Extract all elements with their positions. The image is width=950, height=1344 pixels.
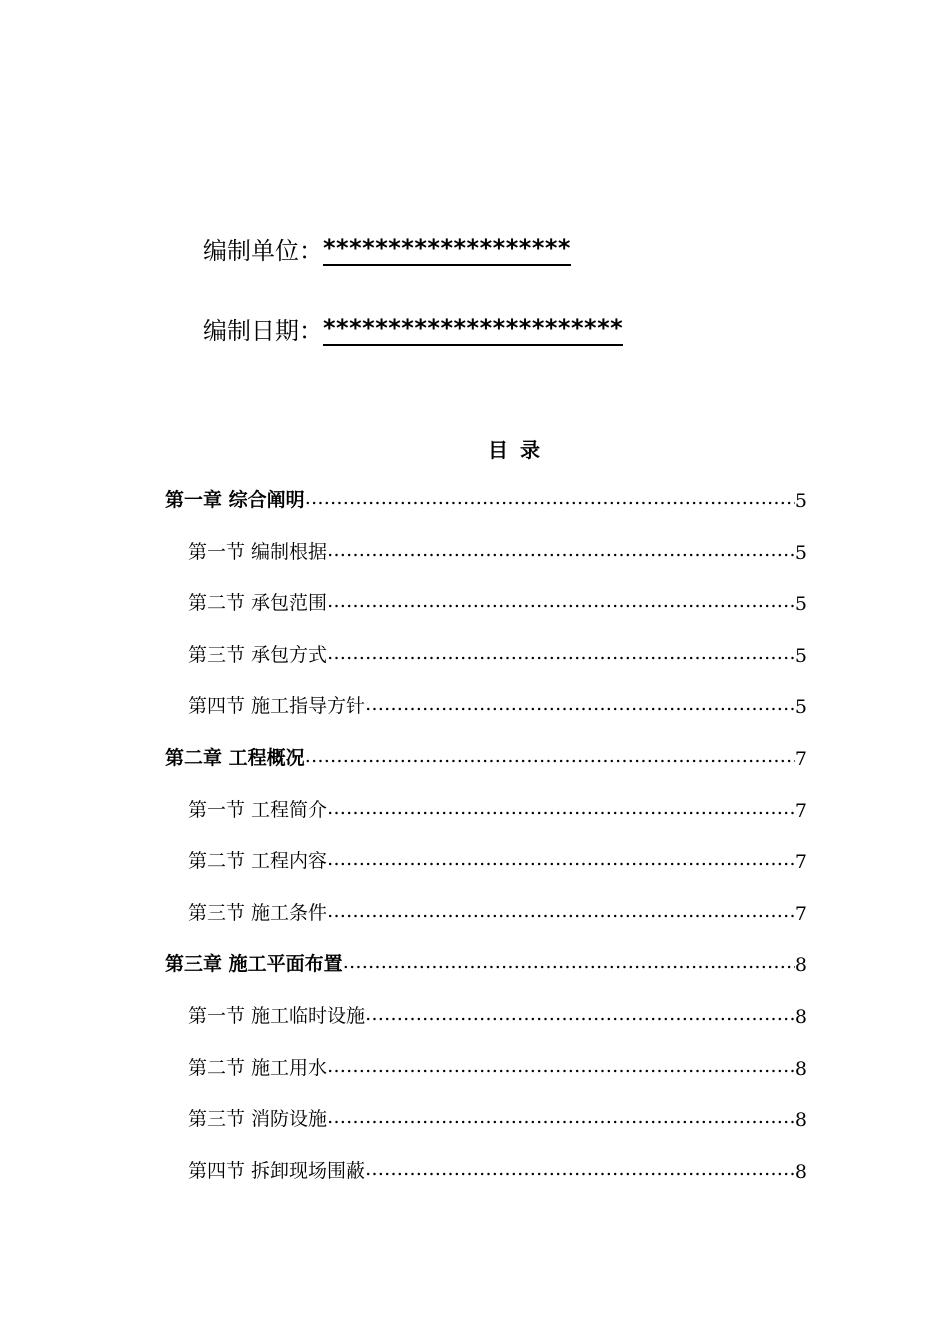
toc-entry-page-number: 5: [794, 696, 807, 718]
toc-section-entry[interactable]: [188, 1050, 807, 1080]
toc-section-entry[interactable]: [188, 1101, 807, 1131]
toc-entry-title: 第三节 消防设施: [188, 1108, 328, 1130]
toc-section-entry[interactable]: [188, 637, 807, 667]
toc-entry-page-number: 5: [794, 542, 807, 564]
toc-entry-page-number: 7: [794, 748, 807, 770]
toc-entry-page-number: 5: [794, 490, 807, 512]
toc-entry-title: 第四节 施工指导方针: [188, 695, 366, 717]
toc-dot-leader: [365, 688, 795, 718]
toc-dot-leader: [365, 998, 795, 1028]
toc-dot-leader: [305, 482, 795, 512]
toc-entry-title: 第一章 综合阐明: [165, 489, 305, 511]
toc-dot-leader: [327, 895, 795, 925]
toc-section-entry[interactable]: [188, 534, 807, 564]
toc-entry-page-number: 5: [794, 645, 807, 667]
toc-section-entry[interactable]: [188, 895, 807, 925]
compiling-unit-label: 编制单位：: [203, 237, 323, 265]
toc-entry-page-number: 7: [794, 903, 807, 925]
toc-entry-title: 第四节 拆卸现场围蔽: [188, 1160, 366, 1182]
toc-entry-title: 第二节 承包范围: [188, 592, 328, 614]
toc-chapter-entry[interactable]: [165, 482, 807, 512]
toc-dot-leader: [343, 946, 795, 976]
compiling-date-label: 编制日期：: [203, 317, 323, 345]
toc-entry-title: 第一节 工程简介: [188, 799, 328, 821]
toc-section-entry[interactable]: [188, 998, 807, 1028]
compiling-unit-line: [203, 232, 571, 266]
toc-entry-title: 第二章 工程概况: [165, 747, 305, 769]
toc-entry-title: 第一节 施工临时设施: [188, 1005, 366, 1027]
toc-dot-leader: [365, 1153, 795, 1183]
toc-entry-page-number: 7: [794, 800, 807, 822]
toc-dot-leader: [327, 1050, 795, 1080]
toc-dot-leader: [305, 740, 795, 770]
toc-entry-title: 第三章 施工平面布置: [165, 953, 343, 975]
toc-entry-title: 第三节 施工条件: [188, 902, 328, 924]
toc-section-entry[interactable]: [188, 843, 807, 873]
toc-dot-leader: [327, 637, 795, 667]
toc-entry-page-number: 8: [794, 1058, 807, 1080]
toc-chapter-entry[interactable]: [165, 946, 807, 976]
toc-section-entry[interactable]: [188, 1153, 807, 1183]
toc-title: 目录: [488, 438, 552, 462]
toc-entry-title: 第二节 工程内容: [188, 850, 328, 872]
toc-dot-leader: [327, 1101, 795, 1131]
toc-dot-leader: [327, 534, 795, 564]
compiling-date-line: [203, 312, 623, 346]
toc-entry-page-number: 8: [794, 1006, 807, 1028]
toc-entry-title: 第二节 施工用水: [188, 1057, 328, 1079]
toc-section-entry[interactable]: [188, 585, 807, 615]
compiling-unit-value: *******************: [323, 234, 571, 266]
compiling-date-value: ***********************: [323, 314, 623, 346]
toc-entry-page-number: 5: [794, 593, 807, 615]
toc-section-entry[interactable]: [188, 688, 807, 718]
toc-dot-leader: [327, 843, 795, 873]
toc-entry-page-number: 8: [794, 1109, 807, 1131]
toc-entry-title: 第三节 承包方式: [188, 644, 328, 666]
toc-entry-title: 第一节 编制根据: [188, 541, 328, 563]
toc-dot-leader: [327, 585, 795, 615]
toc-section-entry[interactable]: [188, 792, 807, 822]
toc-entry-page-number: 7: [794, 851, 807, 873]
toc-dot-leader: [327, 792, 795, 822]
toc-chapter-entry[interactable]: [165, 740, 807, 770]
toc-entry-page-number: 8: [794, 1161, 807, 1183]
toc-entry-page-number: 8: [794, 954, 807, 976]
